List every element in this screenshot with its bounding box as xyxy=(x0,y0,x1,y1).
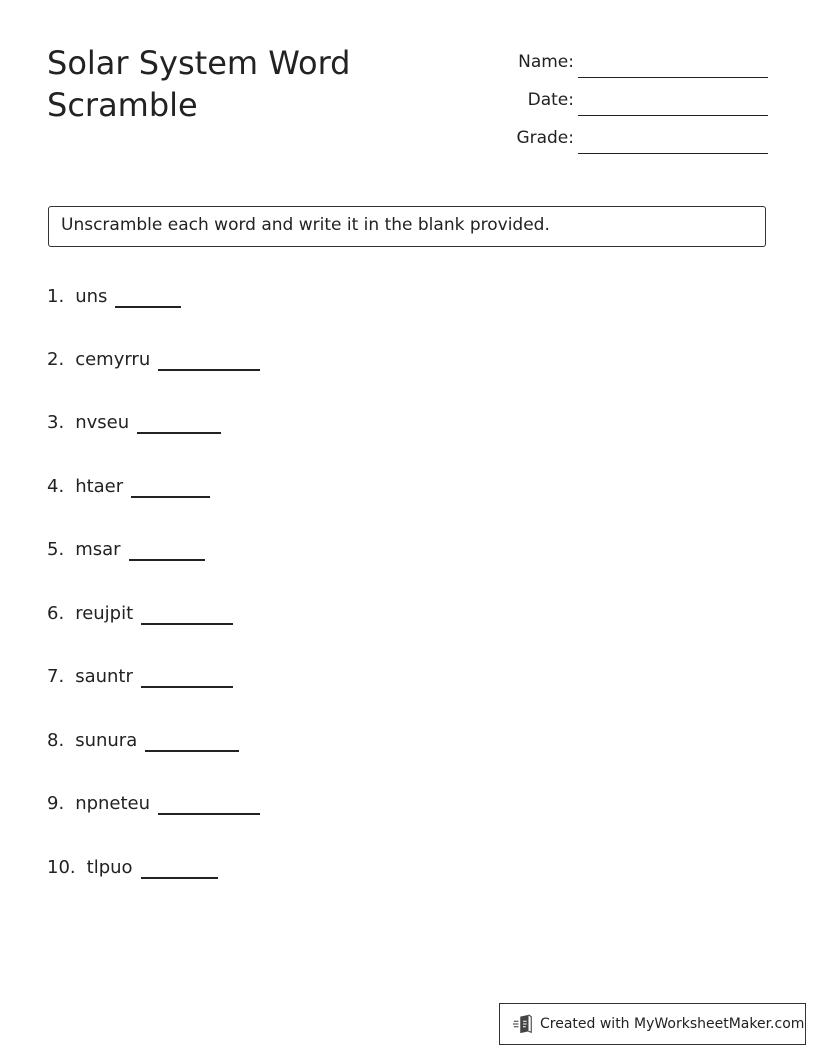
item-number: 10. xyxy=(47,857,76,878)
list-item xyxy=(47,730,239,758)
answer-blank[interactable] xyxy=(141,876,218,879)
list-item xyxy=(47,412,221,440)
list-item xyxy=(47,476,210,504)
scrambled-word: npneteu xyxy=(75,793,151,814)
name-field xyxy=(500,48,770,78)
list-item xyxy=(47,857,218,885)
item-number: 8. xyxy=(47,730,65,751)
scrambled-word: htaer xyxy=(75,476,124,497)
item-number: 2. xyxy=(47,349,65,370)
answer-blank[interactable] xyxy=(141,622,233,625)
date-field xyxy=(500,86,770,116)
date-blank[interactable] xyxy=(578,115,768,116)
list-item xyxy=(47,349,260,377)
list-item xyxy=(47,793,260,821)
item-number: 6. xyxy=(47,603,65,624)
date-label: Date: xyxy=(527,90,574,110)
scrambled-word: sunura xyxy=(75,730,138,751)
book-logo-icon xyxy=(512,1013,534,1035)
answer-blank[interactable] xyxy=(115,305,181,308)
scrambled-word: tlpuo xyxy=(86,857,133,878)
scrambled-word: reujpit xyxy=(75,603,134,624)
scrambled-word: msar xyxy=(75,539,121,560)
scrambled-word: sauntr xyxy=(75,666,133,687)
scrambled-word: uns xyxy=(75,286,108,307)
item-number: 5. xyxy=(47,539,65,560)
name-blank[interactable] xyxy=(578,77,768,78)
grade-field xyxy=(500,124,770,154)
list-item xyxy=(47,539,205,567)
answer-blank[interactable] xyxy=(145,749,239,752)
item-number: 7. xyxy=(47,666,65,687)
scrambled-word: nvseu xyxy=(75,412,130,433)
answer-blank[interactable] xyxy=(158,368,260,371)
grade-label: Grade: xyxy=(516,128,574,148)
instructions-box: Unscramble each word and write it in the blank provided. xyxy=(48,206,766,247)
item-number: 9. xyxy=(47,793,65,814)
answer-blank[interactable] xyxy=(129,558,205,561)
scrambled-word: cemyrru xyxy=(75,349,151,370)
list-item xyxy=(47,286,181,314)
name-label: Name: xyxy=(518,52,574,72)
footer-badge[interactable] xyxy=(499,1003,806,1045)
list-item xyxy=(47,603,233,631)
item-number: 1. xyxy=(47,286,65,307)
list-item xyxy=(47,666,233,694)
answer-blank[interactable] xyxy=(131,495,210,498)
item-number: 3. xyxy=(47,412,65,433)
item-number: 4. xyxy=(47,476,65,497)
footer-text: Created with MyWorksheetMaker.com xyxy=(540,1016,805,1032)
grade-blank[interactable] xyxy=(578,153,768,154)
answer-blank[interactable] xyxy=(141,685,233,688)
answer-blank[interactable] xyxy=(137,431,221,434)
worksheet-title: Solar System Word Scramble xyxy=(47,44,351,124)
answer-blank[interactable] xyxy=(158,812,260,815)
